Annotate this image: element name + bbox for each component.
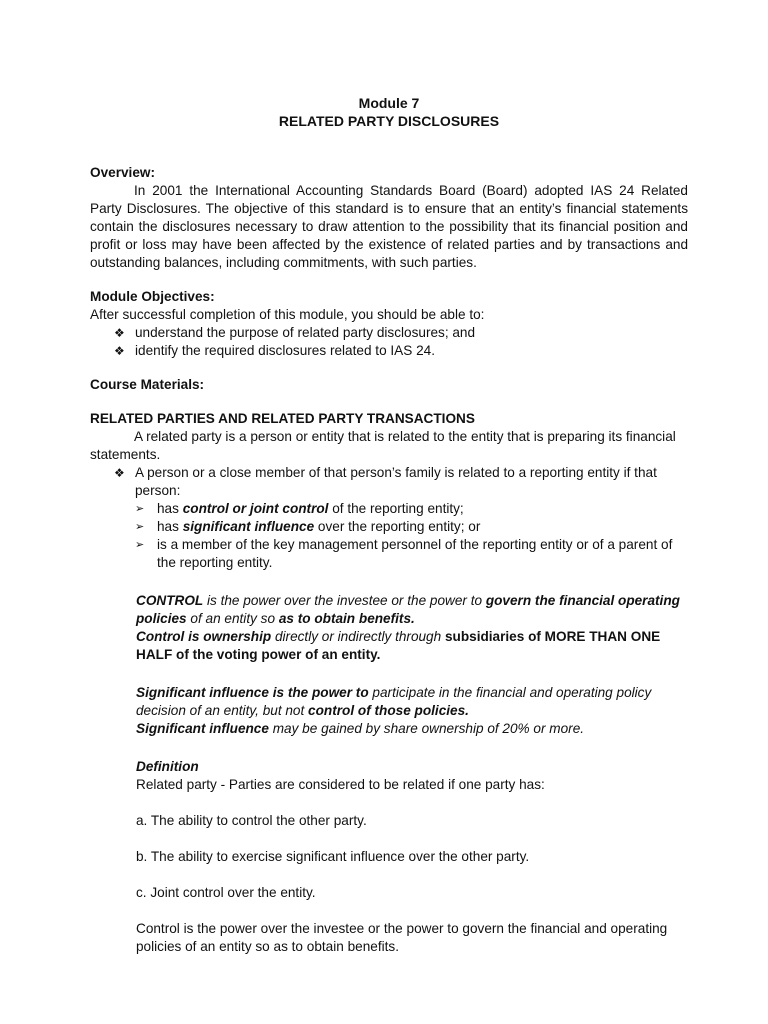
definition-heading: Definition xyxy=(136,759,199,774)
influence-block xyxy=(90,684,688,738)
sub-item-text: has xyxy=(157,519,183,534)
objective-text: understand the purpose of related party disclosures; and xyxy=(135,325,476,340)
related-person-list xyxy=(90,464,688,500)
definition-closing: Control is the power over the investee or the power to govern the financial and operating policies of an entity so as to obtain benefits. xyxy=(136,921,668,954)
module-number: Module 7 xyxy=(358,95,420,111)
list-item xyxy=(135,536,688,572)
document-page xyxy=(90,92,688,956)
control-term: CONTROL xyxy=(136,593,204,608)
overview-body: In 2001 the International Accounting Standards Board (Board) adopted IAS 24 Related Party Disclosures. The objective of this standard is to ensure that an entity’s financial statements contain the disclosures necessary to draw attention to the possibility that its financial position and profit or loss may have been affected by the existence of related parties and by transactions and outstanding balances, including commitments, with such parties. xyxy=(90,183,688,270)
control-text: of an entity so xyxy=(186,611,279,626)
definition-block xyxy=(90,758,688,956)
objective-text: identify the required disclosures related to IAS 24. xyxy=(135,343,435,358)
control-text: directly or indirectly through xyxy=(271,629,445,644)
list-item xyxy=(114,324,688,342)
control-emphasis: as to obtain benefits. xyxy=(278,611,415,626)
sub-item-text: over the reporting entity; or xyxy=(314,519,481,534)
sub-item-emphasis: control or joint control xyxy=(182,501,329,516)
related-person-text: A person or a close member of that person’s family is related to a reporting entity if that person: xyxy=(135,465,657,498)
influence-text: may be gained by share ownership of 20% or more. xyxy=(268,721,585,736)
related-person-sublist xyxy=(90,500,688,572)
page-title: RELATED PARTY DISCLOSURES xyxy=(278,113,500,129)
definition-item-b: b. The ability to exercise significant influence over the other party. xyxy=(136,849,530,864)
definition-item-a: a. The ability to control the other party. xyxy=(136,813,367,828)
diamond-bullet-icon: ❖ xyxy=(114,344,125,358)
definition-item-c: c. Joint control over the entity. xyxy=(136,885,316,900)
objectives-list xyxy=(90,324,688,360)
control-ownership-term: Control is ownership xyxy=(136,629,272,644)
section-intro: A related party is a person or entity that is related to the entity that is preparing its financial statements. xyxy=(90,429,676,462)
objectives-intro: After successful completion of this module, you should be able to: xyxy=(90,307,485,322)
arrow-bullet-icon: ➢ xyxy=(135,503,145,515)
list-item xyxy=(135,500,688,518)
sub-item-emphasis: significant influence xyxy=(182,519,315,534)
overview-heading: Overview: xyxy=(90,165,155,180)
list-item xyxy=(114,342,688,360)
list-item xyxy=(114,464,688,500)
influence-emphasis: control of those policies. xyxy=(308,703,469,718)
sub-item-text: is a member of the key management personnel of the reporting entity or of a parent of the reporting entity. xyxy=(157,537,673,570)
objectives-heading: Module Objectives: xyxy=(90,289,215,304)
control-block xyxy=(90,592,688,664)
influence-term: Significant influence is the power to xyxy=(136,685,369,700)
control-emphasis: subsidiaries of MORE THAN ONE HALF of the voting power of an entity xyxy=(136,629,661,662)
influence-text: participate in the financial and operating policy decision of an entity, but not xyxy=(136,685,652,718)
sub-item-text: has xyxy=(157,501,183,516)
influence-term: Significant influence xyxy=(136,721,269,736)
course-materials-heading: Course Materials: xyxy=(90,377,205,392)
control-period: . xyxy=(376,647,381,662)
section-heading: RELATED PARTIES AND RELATED PARTY TRANSACTIONS xyxy=(90,411,475,426)
control-emphasis: govern the financial operating policies xyxy=(136,593,680,626)
definition-intro: Related party - Parties are considered to be related if one party has: xyxy=(136,777,545,792)
diamond-bullet-icon: ❖ xyxy=(114,326,125,340)
sub-item-text: of the reporting entity; xyxy=(328,501,464,516)
control-text: is the power over the investee or the power to xyxy=(203,593,486,608)
list-item xyxy=(135,518,688,536)
arrow-bullet-icon: ➢ xyxy=(135,521,145,533)
diamond-bullet-icon: ❖ xyxy=(114,466,125,480)
arrow-bullet-icon: ➢ xyxy=(135,539,145,551)
